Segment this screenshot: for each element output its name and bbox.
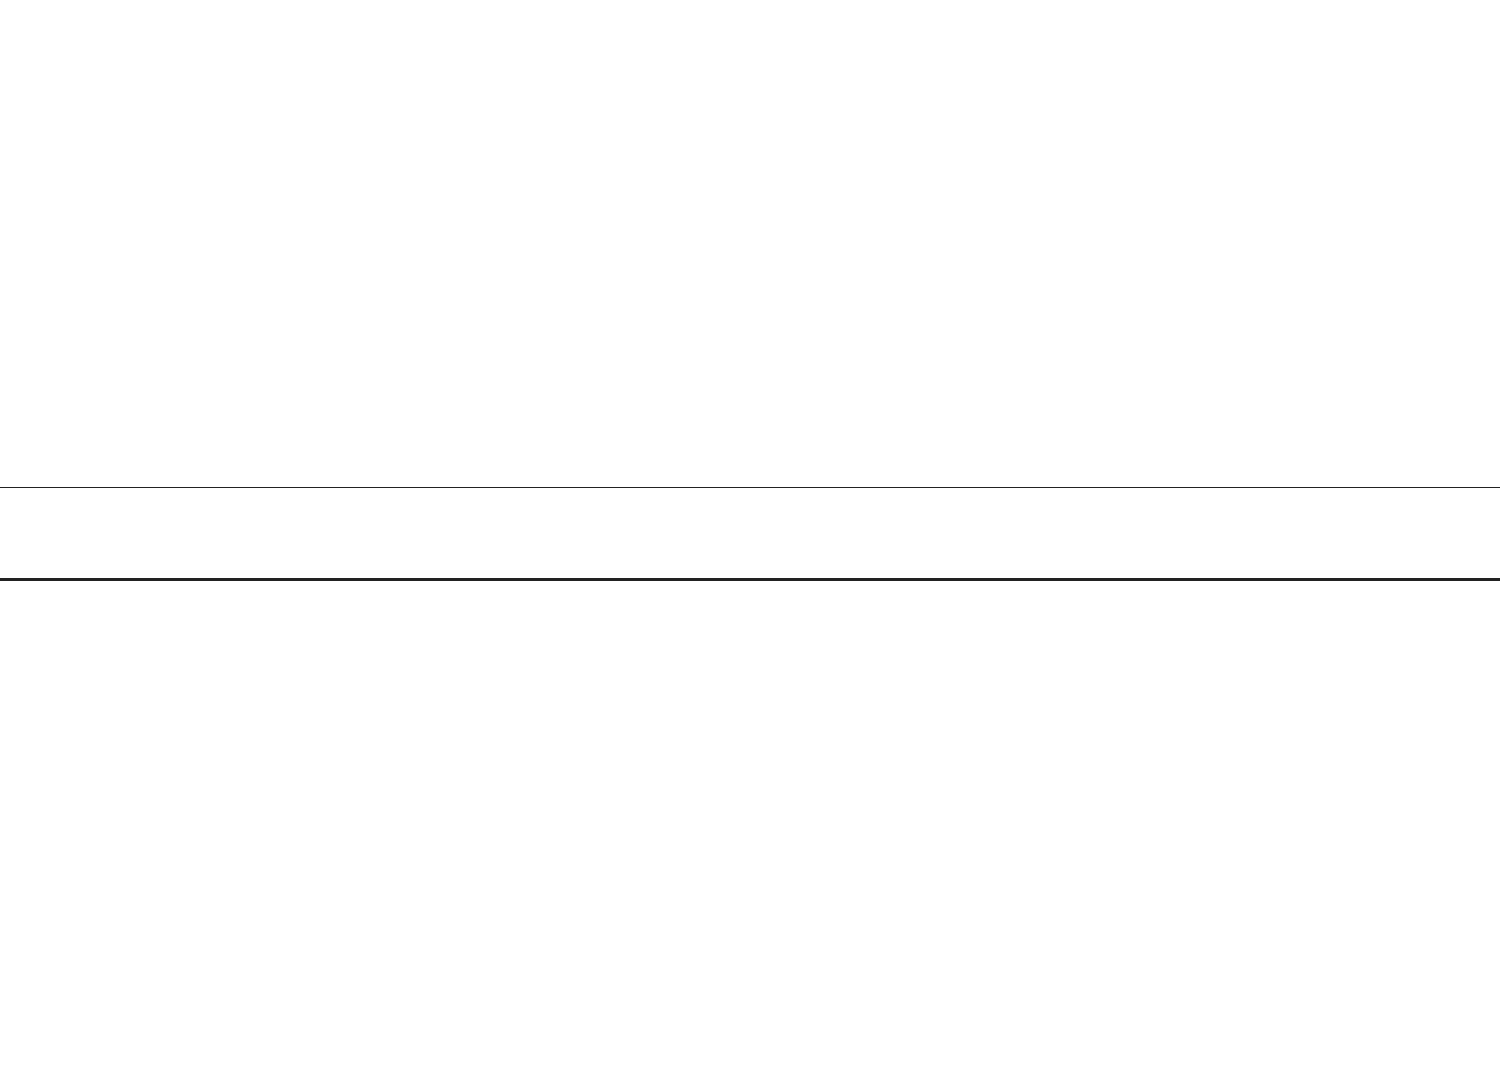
bottom-divider — [0, 578, 1500, 581]
leaflet-top-section — [0, 0, 1500, 480]
top-divider — [0, 487, 1500, 488]
leaflet-bottom-section — [0, 630, 1500, 1073]
